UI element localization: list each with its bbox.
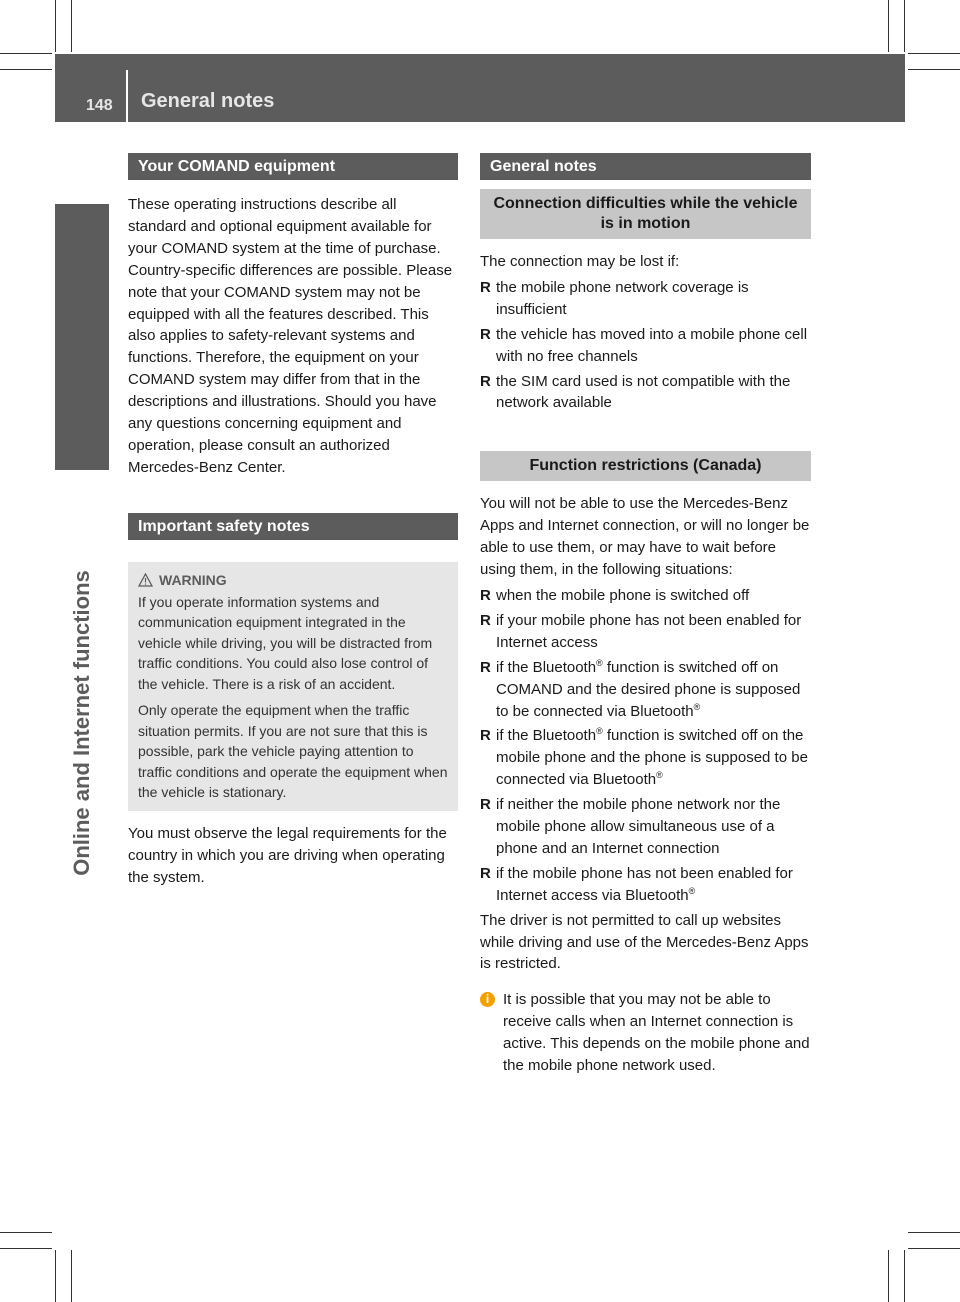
- crop-mark: [888, 1250, 889, 1302]
- info-text: It is possible that you may not be able to receive calls when an Internet connection is active. This depends on the mobile phone and the mobile phone network used.: [503, 991, 810, 1075]
- left-column: [128, 153, 458, 889]
- equipment-paragraph: These operating instructions describe all standard and optional equipment available for your COMAND system at the time of purchase. Country-specific differences are possible. Please note that your COMAND system may not be equipped with all the features described. This also applies to safety-relevant systems and functions. Therefore, the equipment on your COMAND system may differ from that in the descriptions and illustrations. Should you have any questions concerning equipment and operation, please consult an authorized Mercedes-Benz Center.: [128, 196, 453, 476]
- crop-mark: [0, 53, 52, 54]
- crop-mark: [904, 1250, 905, 1302]
- list-item: R if the Bluetooth® function is switched off on the mobile phone and the phone is supposed to be connected via Bluetooth®: [480, 726, 808, 789]
- page-title: General notes: [141, 90, 275, 112]
- crop-mark: [0, 1232, 52, 1233]
- connection-intro: The connection may be lost if:: [480, 253, 680, 270]
- info-note: [480, 989, 811, 1077]
- restrictions-intro: You will not be able to use the Mercedes-Benz Apps and Internet connection, or will no longer be able to use them, or may have to wait before using them, in the following situations:: [480, 495, 810, 579]
- header-divider: [126, 70, 128, 122]
- crop-mark: [55, 1250, 56, 1302]
- warning-header: [138, 572, 448, 588]
- page-number: 148: [86, 97, 113, 114]
- section-heading-general-notes: General notes: [480, 153, 811, 180]
- chapter-tab: [55, 204, 109, 470]
- crop-mark: [908, 53, 960, 54]
- chapter-label: Online and Internet functions: [69, 570, 94, 876]
- list-item: R if the mobile phone has not been enabled for Internet access via Bluetooth®: [480, 864, 793, 904]
- subsection-heading-restrictions: Function restrictions (Canada): [480, 451, 811, 481]
- section-heading-safety: Important safety notes: [128, 513, 458, 540]
- crop-mark: [908, 1248, 960, 1249]
- list-item: R the SIM card used is not compatible with the network available: [480, 372, 791, 412]
- crop-mark: [55, 0, 56, 52]
- crop-mark: [0, 1248, 52, 1249]
- warning-text: Only operate the equipment when the traffic situation permits. If you are not sure that this is possible, park the vehicle paying attention to traffic conditions and operate the equipment when the vehicle is stationary.: [138, 702, 448, 801]
- warning-box: [128, 562, 458, 811]
- list-item: R if the Bluetooth® function is switched off on COMAND and the desired phone is supposed to be connected via Bluetooth®: [480, 657, 801, 720]
- crop-mark: [71, 1250, 72, 1302]
- list-item: R when the mobile phone is switched off: [480, 586, 750, 604]
- crop-mark: [888, 0, 889, 52]
- list-item: R the mobile phone network coverage is insufficient: [480, 278, 749, 318]
- restrictions-list: [480, 585, 811, 907]
- crop-mark: [908, 69, 960, 70]
- info-icon: i: [480, 992, 495, 1007]
- crop-mark: [0, 69, 52, 70]
- section-heading-equipment: Your COMAND equipment: [128, 153, 458, 180]
- warning-label: WARNING: [159, 571, 227, 588]
- driver-note: The driver is not permitted to call up websites while driving and use of the Mercedes-Benz Apps is restricted.: [480, 911, 809, 973]
- legal-paragraph: You must observe the legal requirements for the country in which you are driving when operating the system.: [128, 824, 447, 886]
- crop-mark: [904, 0, 905, 52]
- crop-mark: [908, 1232, 960, 1233]
- warning-text: If you operate information systems and communication equipment integrated in the vehicle while driving, you will be distracted from traffic conditions. You could also lose control of the vehicle. There is a risk of an accident.: [138, 593, 433, 692]
- list-item: R if your mobile phone has not been enabled for Internet access: [480, 611, 802, 651]
- subsection-heading-connection: Connection difficulties while the vehicle is in motion: [480, 189, 811, 239]
- crop-mark: [71, 0, 72, 52]
- connection-list: [480, 277, 811, 414]
- list-item: R if neither the mobile phone network nor the mobile phone allow simultaneous use of a phone and an Internet connection: [480, 796, 781, 857]
- list-item: R the vehicle has moved into a mobile phone cell with no free channels: [480, 325, 808, 365]
- right-column: [480, 153, 811, 1077]
- warning-triangle-icon: [138, 573, 153, 587]
